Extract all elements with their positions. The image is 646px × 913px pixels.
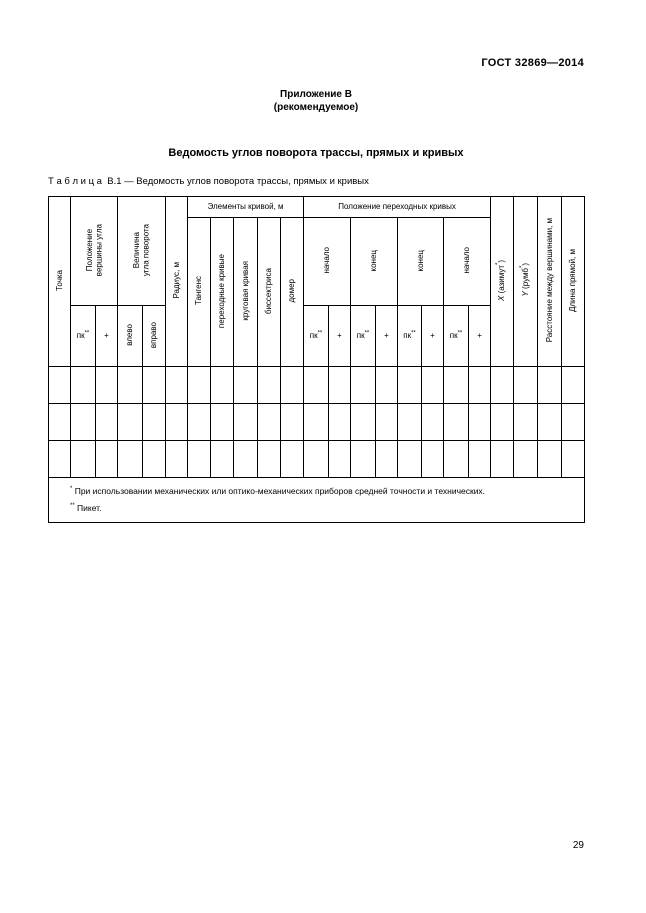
col-header-dlina-pryamoy — [562, 197, 585, 367]
empty-cell — [188, 367, 211, 404]
appendix-heading — [48, 89, 584, 114]
tangens-label: Тангенс — [194, 276, 204, 306]
vpravo-label: вправо — [149, 321, 159, 348]
col-header-krugovaya-krivaya — [234, 218, 258, 367]
empty-cell — [234, 367, 258, 404]
empty-row — [49, 404, 585, 441]
empty-cell — [188, 404, 211, 441]
empty-cell — [211, 367, 234, 404]
empty-cell — [304, 441, 329, 478]
col-header-plus-konets-2: + — [422, 306, 444, 367]
empty-cell — [538, 441, 562, 478]
empty-cell — [166, 367, 188, 404]
col-header-vpravo — [143, 306, 166, 367]
empty-cell — [351, 404, 376, 441]
konets-label: конец — [415, 249, 425, 271]
col-header-plus-vershina: + — [96, 306, 118, 367]
empty-cell — [398, 404, 422, 441]
empty-cell — [469, 441, 491, 478]
empty-cell — [329, 404, 351, 441]
col-header-perekhodnye-krivye — [211, 218, 234, 367]
empty-cell — [258, 367, 281, 404]
col-group-konets-1 — [351, 218, 398, 306]
appendix-line1: Приложение В — [280, 89, 352, 100]
col-header-vlevo — [118, 306, 143, 367]
empty-cell — [96, 404, 118, 441]
angles-table-wrap — [48, 196, 585, 523]
konets-label: конец — [369, 249, 379, 271]
col-header-pk-konets-2: пк** — [398, 306, 422, 367]
empty-cell — [71, 404, 96, 441]
col-header-plus-nachalo-1: + — [329, 306, 351, 367]
perekhodnye-krivye-label: переходные кривые — [217, 253, 227, 328]
empty-cell — [71, 367, 96, 404]
empty-cell — [211, 404, 234, 441]
col-group-elementy-krivoy: Элементы кривой, м — [188, 197, 304, 218]
col-header-pk-nachalo-2: пк** — [444, 306, 469, 367]
empty-cell — [143, 441, 166, 478]
empty-cell — [49, 404, 71, 441]
footnote-cell — [49, 478, 585, 523]
footnote-1: * При использовании механических или оптико-механических приборов средней точности и технических. — [70, 486, 486, 496]
empty-cell — [422, 441, 444, 478]
empty-cell — [96, 441, 118, 478]
empty-cell — [562, 404, 585, 441]
empty-cell — [376, 404, 398, 441]
x-azimut-label: X (азимут*) — [495, 259, 507, 301]
tochka-label: Точка — [54, 269, 64, 291]
empty-cell — [562, 367, 585, 404]
col-header-domer — [281, 218, 304, 367]
empty-cell — [281, 404, 304, 441]
doc-number: ГОСТ 32869—2014 — [481, 57, 584, 69]
empty-cell — [469, 367, 491, 404]
empty-cell — [49, 441, 71, 478]
krugovaya-krivaya-label: круговая кривая — [240, 260, 250, 321]
empty-cell — [351, 367, 376, 404]
footnote-row — [49, 478, 585, 523]
col-group-konets-2 — [398, 218, 444, 306]
col-header-radius — [166, 197, 188, 367]
col-header-bissektrisa — [258, 218, 281, 367]
empty-row — [49, 367, 585, 404]
empty-cell — [281, 367, 304, 404]
header-row-groups — [49, 197, 585, 218]
empty-row — [49, 441, 585, 478]
radius-label: Радиус, м — [171, 261, 181, 299]
col-header-pk-vershina: пк** — [71, 306, 96, 367]
col-header-y-rumb — [514, 197, 538, 367]
col-group-nachalo-1 — [304, 218, 351, 306]
col-header-rasstoyanie — [538, 197, 562, 367]
col-header-x-azimut — [491, 197, 514, 367]
angles-table — [48, 196, 585, 523]
col-header-plus-konets-1: + — [376, 306, 398, 367]
empty-cell — [211, 441, 234, 478]
empty-cell — [234, 441, 258, 478]
y-rumb-label: Y (румб*) — [519, 263, 530, 297]
empty-cell — [376, 441, 398, 478]
col-group-velichina-ugla — [118, 197, 166, 306]
empty-cell — [71, 441, 96, 478]
empty-cell — [538, 404, 562, 441]
empty-cell — [304, 404, 329, 441]
empty-cell — [258, 404, 281, 441]
empty-cell — [234, 404, 258, 441]
empty-cell — [398, 367, 422, 404]
col-group-nachalo-2 — [444, 218, 491, 306]
col-header-tochka — [49, 197, 71, 367]
domer-label: домер — [287, 278, 297, 303]
nachalo-label: начало — [322, 246, 332, 274]
col-header-plus-nachalo-2: + — [469, 306, 491, 367]
caption-dash: — — [124, 176, 134, 187]
nachalo-label: начало — [462, 246, 472, 274]
empty-cell — [49, 367, 71, 404]
col-header-pk-konets-1: пк** — [351, 306, 376, 367]
caption-number: В.1 — [107, 176, 122, 187]
empty-cell — [329, 441, 351, 478]
polozhenie-vershiny-label: Положение вершины угла — [84, 223, 103, 276]
rasstoyanie-label: Расстояние между вершинами, м — [544, 218, 554, 343]
empty-cell — [304, 367, 329, 404]
empty-cell — [491, 441, 514, 478]
bissektrisa-label: биссектриса — [264, 267, 274, 314]
caption-label: Т а б л и ц а — [48, 176, 102, 187]
page-number: 29 — [572, 840, 584, 851]
col-header-pk-nachalo-1: пк** — [304, 306, 329, 367]
empty-cell — [469, 404, 491, 441]
appendix-line2: (рекомендуемое) — [273, 101, 359, 113]
empty-cell — [514, 367, 538, 404]
empty-cell — [538, 367, 562, 404]
empty-cell — [514, 404, 538, 441]
empty-cell — [118, 404, 143, 441]
table-body — [49, 367, 585, 478]
dlina-pryamoy-label: Длина прямой, м — [568, 248, 578, 312]
footnote-2: ** Пикет. — [70, 502, 102, 513]
empty-cell — [118, 441, 143, 478]
empty-cell — [166, 404, 188, 441]
empty-cell — [143, 404, 166, 441]
empty-cell — [376, 367, 398, 404]
caption-text: Ведомость углов поворота трассы, прямых и кривых — [136, 176, 369, 187]
col-header-tangens — [188, 218, 211, 367]
empty-cell — [143, 367, 166, 404]
vlevo-label: влево — [125, 323, 135, 346]
empty-cell — [562, 441, 585, 478]
empty-cell — [491, 367, 514, 404]
col-group-perekhodnye-krivye: Положение переходных кривых — [304, 197, 491, 218]
empty-cell — [444, 404, 469, 441]
empty-cell — [329, 367, 351, 404]
empty-cell — [444, 441, 469, 478]
empty-cell — [188, 441, 211, 478]
empty-cell — [422, 367, 444, 404]
empty-cell — [422, 404, 444, 441]
page-title: Ведомость углов поворота трассы, прямых и кривых — [168, 147, 464, 159]
col-group-polozhenie-vershiny — [71, 197, 118, 306]
empty-cell — [444, 367, 469, 404]
empty-cell — [96, 367, 118, 404]
empty-cell — [281, 441, 304, 478]
velichina-ugla-label: Величина угла поворота — [132, 223, 151, 276]
empty-cell — [118, 367, 143, 404]
empty-cell — [398, 441, 422, 478]
empty-cell — [351, 441, 376, 478]
table-caption — [48, 176, 584, 187]
empty-cell — [491, 404, 514, 441]
empty-cell — [514, 441, 538, 478]
empty-cell — [166, 441, 188, 478]
empty-cell — [258, 441, 281, 478]
